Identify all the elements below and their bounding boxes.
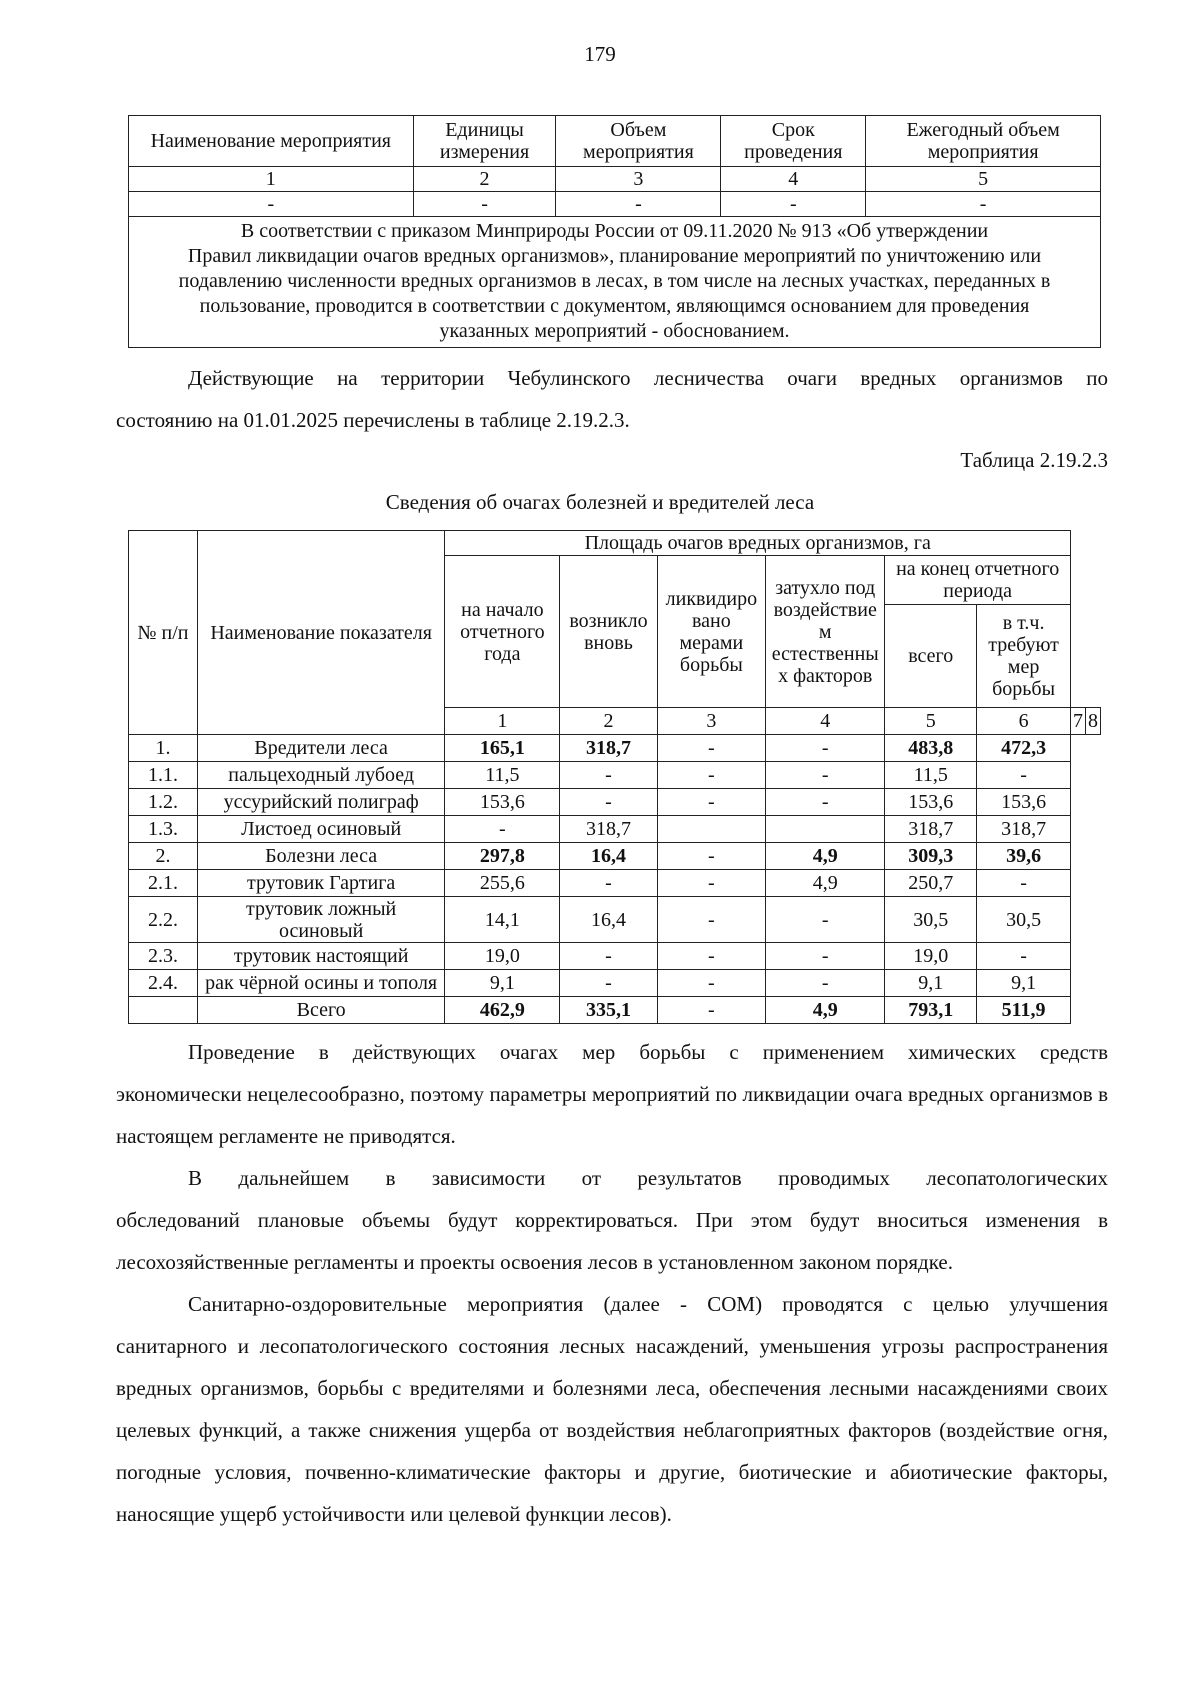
table-cell-start: 19,0 [445, 943, 560, 970]
table-cell-faded [766, 816, 885, 843]
note-text [131, 219, 1098, 344]
paragraph-line [116, 1031, 1108, 1073]
table-cell-liq: - [657, 970, 766, 997]
table-cell-new: - [560, 789, 657, 816]
header-cell: на начало отчетного года [445, 556, 560, 708]
table-cell-liq: - [657, 762, 766, 789]
table-cell-num: 1.3. [129, 816, 198, 843]
table-row [129, 192, 1101, 217]
table-cell-num: 2.2. [129, 897, 198, 943]
table-cell-new: 16,4 [560, 843, 657, 870]
table-cell-num [129, 997, 198, 1024]
header-cell: Единицы измерения [413, 116, 556, 167]
column-number: 1 [129, 167, 414, 192]
table-cell-need: 318,7 [977, 816, 1071, 843]
column-number: 7 [1071, 708, 1086, 735]
table-cell-liq: - [657, 943, 766, 970]
note-cell [129, 217, 1101, 348]
header-cell: Наименование показателя [197, 531, 445, 735]
table-cell-start: 11,5 [445, 762, 560, 789]
table-cell-start: - [445, 816, 560, 843]
header-cell: Наименование мероприятия [129, 116, 414, 167]
column-number: 1 [445, 708, 560, 735]
table-cell-new: 318,7 [560, 735, 657, 762]
page-number: 179 [584, 42, 616, 66]
table-cell-num: 2.4. [129, 970, 198, 997]
table-cell-start: 153,6 [445, 789, 560, 816]
table-cell-name: пальцеходный лубоед [197, 762, 445, 789]
table-cell-liq: - [657, 997, 766, 1024]
header-cell: № п/п [129, 531, 198, 735]
table-cell-num: 2. [129, 843, 198, 870]
table-cell-total: 30,5 [885, 897, 977, 943]
table-cell-liq: - [657, 789, 766, 816]
table-cell-total: 483,8 [885, 735, 977, 762]
table-cell-liq: - [657, 735, 766, 762]
table-cell-faded: 4,9 [766, 870, 885, 897]
table-row [129, 997, 1101, 1024]
table-cell-name: трутовик настоящий [197, 943, 445, 970]
header-cell: на конец отчетного периода [885, 556, 1071, 605]
table-cell-name: уссурийский полиграф [197, 789, 445, 816]
table-title: Сведения об очагах болезней и вредителей леса [385, 490, 815, 514]
header-cell: затухло под воздействие м естественны х факторов [766, 556, 885, 708]
table-cell-name: рак чёрной осины и тополя [197, 970, 445, 997]
table-cell-faded: 4,9 [766, 843, 885, 870]
table-row [129, 870, 1101, 897]
table-cell-need: - [977, 943, 1071, 970]
table-cell-start: 9,1 [445, 970, 560, 997]
table-cell-faded: - [766, 789, 885, 816]
table-cell-name: Вредители леса [197, 735, 445, 762]
table-cell-total: 11,5 [885, 762, 977, 789]
table-cell-total: 250,7 [885, 870, 977, 897]
table-cell-num: 1.2. [129, 789, 198, 816]
paragraph-text: Санитарно-оздоровительные мероприятия (далее - СОМ) проводятся с целью улучшения [188, 1292, 1108, 1316]
header-cell: Площадь очагов вредных организмов, га [445, 531, 1071, 556]
table-cell: - [866, 192, 1101, 217]
table-cell-new: 318,7 [560, 816, 657, 843]
column-number: 4 [721, 167, 866, 192]
table-cell-need: 30,5 [977, 897, 1071, 943]
table-cell-need: - [977, 762, 1071, 789]
table-cell-start: 165,1 [445, 735, 560, 762]
table-row [129, 735, 1101, 762]
table-cell-name: трутовик Гартига [197, 870, 445, 897]
table-cell-new: 335,1 [560, 997, 657, 1024]
table-cell: - [129, 192, 414, 217]
table-cell: - [556, 192, 721, 217]
table-cell-name: трутовик ложный осиновый [197, 897, 445, 943]
table-row [129, 943, 1101, 970]
table-cell-liq: - [657, 843, 766, 870]
column-number: 3 [657, 708, 766, 735]
header-cell: Объем мероприятия [556, 116, 721, 167]
table-row [129, 816, 1101, 843]
paragraph-text: экономически нецелесообразно, поэтому параметры мероприятий по ликвидации очага вредных организмов в настоящем регламенте не приводятся. [116, 1082, 1108, 1148]
column-number: 2 [560, 708, 657, 735]
table-cell-start: 297,8 [445, 843, 560, 870]
table-cell-new: 16,4 [560, 897, 657, 943]
header-cell: в т.ч. требуют мер борьбы [977, 605, 1071, 708]
note-line: указанных мероприятий - обоснованием. [439, 320, 790, 342]
table-cell-faded: - [766, 943, 885, 970]
column-number: 4 [766, 708, 885, 735]
table-cell: - [721, 192, 866, 217]
table-cell-need: 472,3 [977, 735, 1071, 762]
paragraph-line [116, 1157, 1108, 1199]
header-cell: ликвидиро вано мерами борьбы [657, 556, 766, 708]
table-cell-liq [657, 816, 766, 843]
table-cell-total: 9,1 [885, 970, 977, 997]
table-cell-start: 14,1 [445, 897, 560, 943]
table-cell-need: - [977, 870, 1071, 897]
header-cell: Срок проведения [721, 116, 866, 167]
column-number: 5 [885, 708, 977, 735]
table-cell-total: 153,6 [885, 789, 977, 816]
table-cell-faded: - [766, 970, 885, 997]
table-cell-faded: 4,9 [766, 997, 885, 1024]
table-cell-new: - [560, 870, 657, 897]
table-cell-num: 2.1. [129, 870, 198, 897]
table-cell-name: Листоед осиновый [197, 816, 445, 843]
column-number: 3 [556, 167, 721, 192]
table-cell-total: 19,0 [885, 943, 977, 970]
note-line: пользование, проводится в соответствии с документом, являющимся основанием для проведения [199, 295, 1030, 317]
table-cell-num: 1. [129, 735, 198, 762]
table-header-row [129, 116, 1101, 167]
table-cell-new: - [560, 762, 657, 789]
table-cell-need: 511,9 [977, 997, 1071, 1024]
paragraph [116, 1283, 1108, 1535]
table-row [129, 897, 1101, 943]
table-cell-faded: - [766, 897, 885, 943]
paragraph-line: состоянию на 01.01.2025 перечислены в таблице 2.19.2.3. [116, 408, 630, 432]
paragraph-line [116, 1283, 1108, 1325]
table-cell-liq: - [657, 897, 766, 943]
table-cell-num: 1.1. [129, 762, 198, 789]
paragraph [116, 1031, 1108, 1157]
pest-foci-table [128, 530, 1101, 1024]
table-row [129, 762, 1101, 789]
header-cell: Ежегодный объем мероприятия [866, 116, 1101, 167]
table-cell-total: 318,7 [885, 816, 977, 843]
paragraph [116, 1157, 1108, 1283]
table-cell-start: 255,6 [445, 870, 560, 897]
table-cell-name: Всего [197, 997, 445, 1024]
column-number: 5 [866, 167, 1101, 192]
table-cell-name: Болезни леса [197, 843, 445, 870]
table-cell-total: 309,3 [885, 843, 977, 870]
table-cell-num: 2.3. [129, 943, 198, 970]
column-number: 8 [1086, 708, 1101, 735]
note-line: подавлению численности вредных организмов в лесах, в том числе на лесных участках, переданных в [178, 270, 1051, 292]
paragraph [116, 357, 1108, 441]
table-label: Таблица 2.19.2.3 [960, 448, 1108, 472]
table-row [129, 843, 1101, 870]
column-number: 2 [413, 167, 556, 192]
table-cell-need: 153,6 [977, 789, 1071, 816]
paragraph-text: Действующие на территории Чебулинского лесничества очаги вредных организмов по [188, 366, 1108, 390]
table-body [129, 735, 1101, 1024]
measures-table [128, 115, 1101, 348]
table-cell-liq: - [657, 870, 766, 897]
table-cell-faded: - [766, 735, 885, 762]
table-row [129, 789, 1101, 816]
paragraph-text: В дальнейшем в зависимости от результатов проводимых лесопатологических [188, 1166, 1108, 1190]
header-cell: всего [885, 605, 977, 708]
note-line: Правил ликвидации очагов вредных организмов», планирование мероприятий по уничтожению или [187, 245, 1042, 267]
table-row [129, 970, 1101, 997]
table-header-row [129, 531, 1101, 556]
table-cell-need: 9,1 [977, 970, 1071, 997]
paragraph-text: обследований плановые объемы будут корректироваться. При этом будут вноситься изменения в лесохозяйственные регламенты и проекты освоения лесов в установленном законом порядке. [116, 1208, 1108, 1274]
paragraph-line [116, 357, 1108, 399]
table-row [129, 167, 1101, 192]
table-row [129, 217, 1101, 348]
table-cell-need: 39,6 [977, 843, 1071, 870]
header-cell: возникло вновь [560, 556, 657, 708]
paragraph-text: санитарного и лесопатологического состояния лесных насаждений, уменьшения угрозы распространения вредных организмов, борьбы с вредителями и болезнями леса, обеспечения лесными насаждениями своих целевых функций, а также снижения ущерба от воздействия неблагоприятных факторов (воздействие огня, погодные условия, почвенно-климатические факторы и другие, биотические и абиотические факторы, наносящие ущерб устойчивости или целевой функции лесов). [116, 1334, 1108, 1526]
note-line: В соответствии с приказом Минприроды России от 09.11.2020 № 913 «Об утверждении [240, 220, 989, 242]
table-cell-faded: - [766, 762, 885, 789]
table-cell-new: - [560, 970, 657, 997]
table-cell-start: 462,9 [445, 997, 560, 1024]
column-number: 6 [977, 708, 1071, 735]
table-cell-total: 793,1 [885, 997, 977, 1024]
table-cell: - [413, 192, 556, 217]
paragraph-text: Проведение в действующих очагах мер борьбы с применением химических средств [188, 1040, 1108, 1064]
table-cell-new: - [560, 943, 657, 970]
